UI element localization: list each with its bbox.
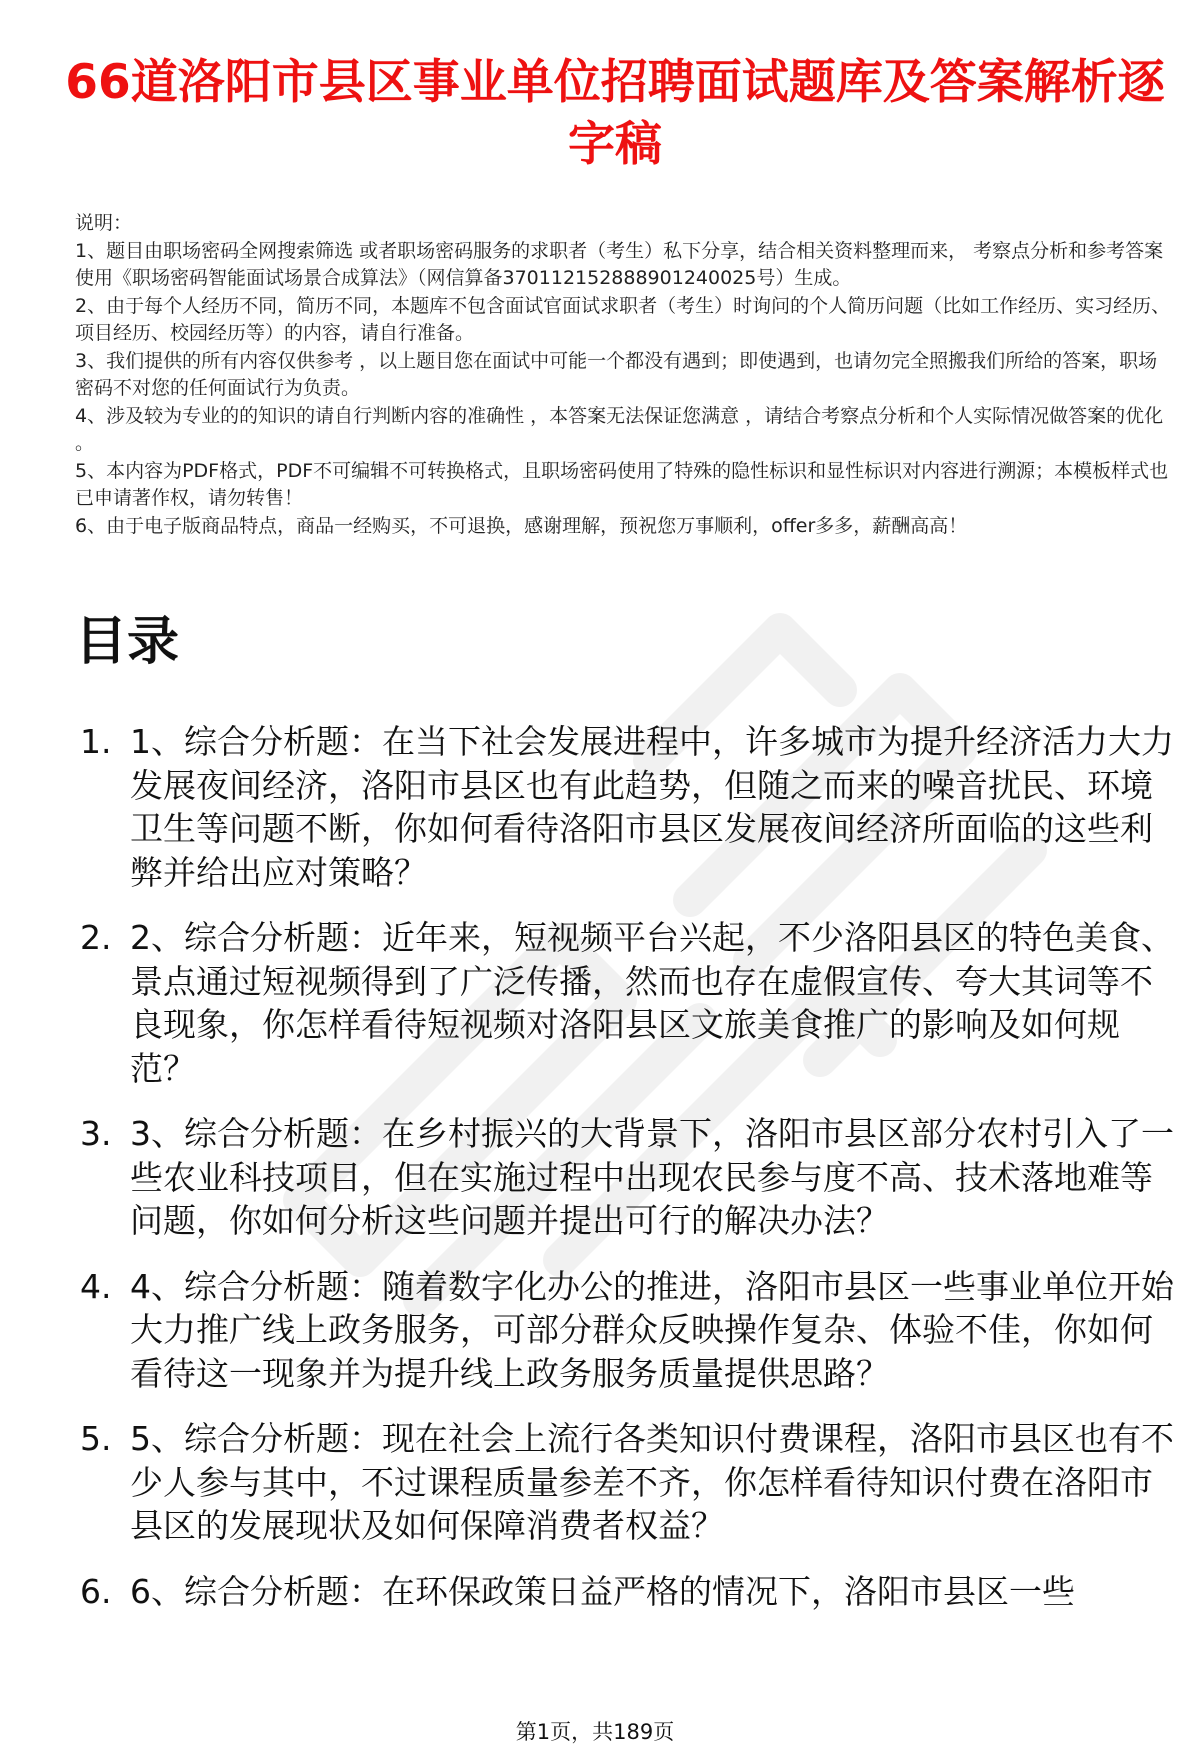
notes-heading: 说明： <box>75 212 133 234</box>
toc-item[interactable] <box>75 720 1175 894</box>
notes-item: 3、我们提供的所有内容仅供参考 ，以上题目您在面试中可能一个都没有遇到；即使遇到，也请勿完全照搬我们所给的答案，职场密码不对您的任何面试行为负责。 <box>75 349 1158 399</box>
notes-item: 6、由于电子版商品特点，商品一经购买，不可退换，感谢理解，预祝您万事顺利，offer多多，薪酬高高！ <box>75 514 968 537</box>
toc-item[interactable] <box>75 1112 1175 1243</box>
notes-item: 1、题目由职场密码全网搜索筛选 或者职场密码服务的求职者（考生）私下分享，结合相关资料整理而来， 考察点分析和参考答案使用《职场密码智能面试场景合成算法》（网信算备370112152888901240025号）生成。 <box>75 239 1164 289</box>
toc-list <box>75 720 1175 1635</box>
document-title: 66道洛阳市县区事业单位招聘面试题库及答案解析逐字稿 <box>65 55 1165 172</box>
toc-item-number: 1. <box>80 722 112 761</box>
toc-item[interactable] <box>75 1265 1175 1396</box>
page-footer: 第1页，共189页 <box>515 1720 675 1744</box>
toc-item-text: 3、综合分析题：在乡村振兴的大背景下，洛阳市县区部分农村引入了一些农业科技项目，但在实施过程中出现农民参与度不高、技术落地难等问题，你如何分析这些问题并提出可行的解决办法？ <box>130 1114 1174 1240</box>
toc-item[interactable] <box>75 1570 1175 1614</box>
notes-section <box>75 210 1175 540</box>
toc-item-text: 4、综合分析题：随着数字化办公的推进，洛阳市县区一些事业单位开始大力推广线上政务服务，可部分群众反映操作复杂、体验不佳，你如何看待这一现象并为提升线上政务服务质量提供思路？ <box>130 1266 1174 1393</box>
toc-item-number: 6. <box>80 1571 112 1611</box>
toc-item-text: 2、综合分析题：近年来，短视频平台兴起，不少洛阳县区的特色美食、景点通过短视频得到了广泛传播，然而也存在虚假宣传、夸大其词等不良现象，你怎样看待短视频对洛阳县区文旅美食推广的影响及如何规范？ <box>130 918 1174 1088</box>
notes-item: 2、由于每个人经历不同，简历不同，本题库不包含面试官面试求职者（考生）时询问的个人简历问题（比如工作经历、实习经历、项目经历、校园经历等）的内容，请自行准备。 <box>75 294 1171 344</box>
toc-heading: 目录 <box>75 612 180 672</box>
toc-item-number: 4. <box>80 1266 112 1306</box>
toc-item-number: 2. <box>80 918 112 957</box>
toc-item-text: 5、综合分析题：现在社会上流行各类知识付费课程，洛阳市县区也有不少人参与其中，不过课程质量参差不齐，你怎样看待知识付费在洛阳市县区的发展现状及如何保障消费者权益？ <box>130 1419 1174 1545</box>
notes-item: 5、本内容为PDF格式，PDF不可编辑不可转换格式，且职场密码使用了特殊的隐性标识和显性标识对内容进行溯源；本模板样式也已申请著作权，请勿转售！ <box>75 459 1169 509</box>
toc-item[interactable] <box>75 916 1175 1090</box>
toc-item[interactable] <box>75 1417 1175 1548</box>
toc-item-text: 1、综合分析题：在当下社会发展进程中，许多城市为提升经济活力大力发展夜间经济，洛阳市县区也有此趋势，但随之而来的噪音扰民、环境卫生等问题不断，你如何看待洛阳市县区发展夜间经济所面临的这些利弊并给出应对策略？ <box>130 722 1174 892</box>
toc-item-number: 5. <box>80 1419 112 1458</box>
toc-item-number: 3. <box>80 1114 112 1153</box>
notes-item: 4、涉及较为专业的的知识的请自行判断内容的准确性 ，本答案无法保证您满意 ，请结合考察点分析和个人实际情况做答案的优化 。 <box>75 404 1164 454</box>
toc-item-text: 6、综合分析题：在环保政策日益严格的情况下，洛阳市县区一些 <box>130 1571 1075 1611</box>
